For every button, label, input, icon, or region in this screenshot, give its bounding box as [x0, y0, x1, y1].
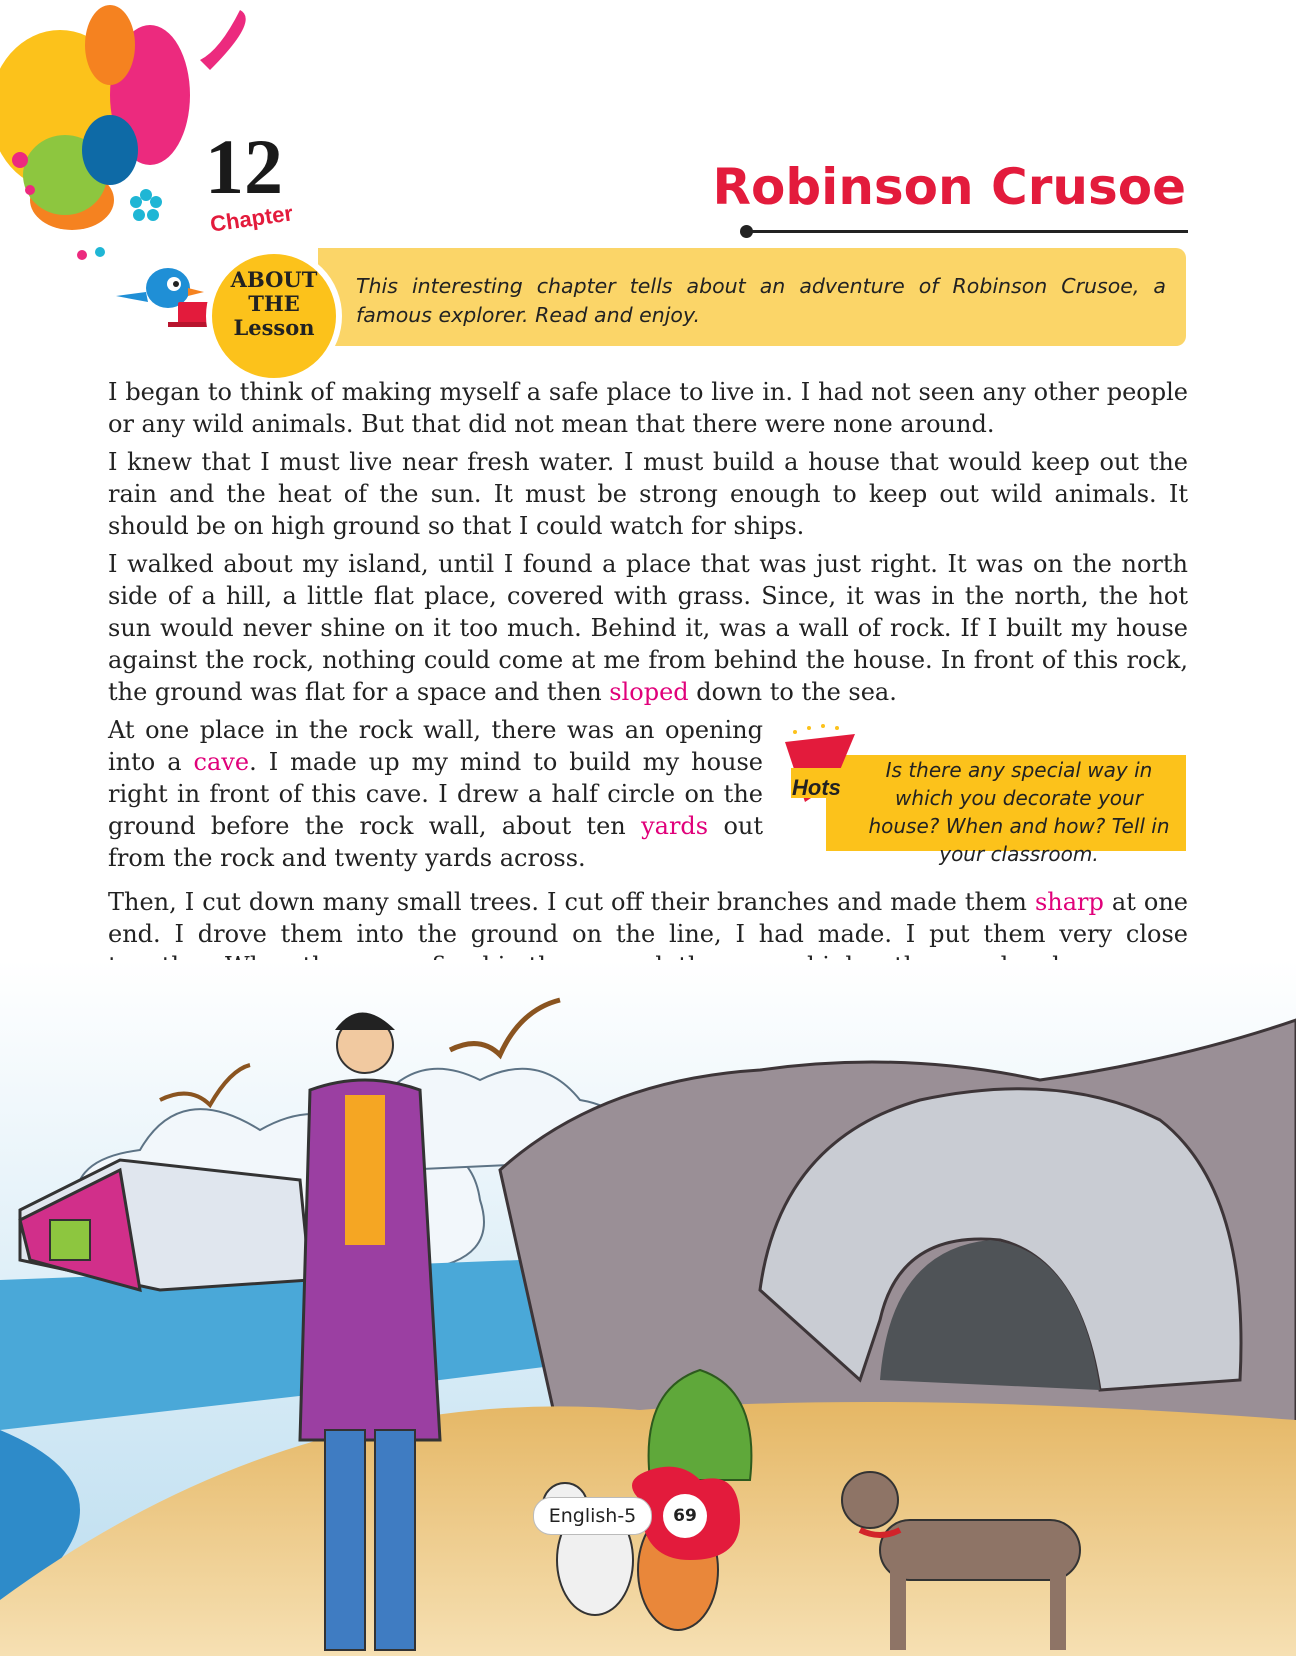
book-label: English-5 — [533, 1497, 652, 1535]
highlight-word: cave — [193, 748, 250, 776]
about-lesson-badge — [206, 248, 342, 384]
chapter-label: Chapter — [208, 200, 295, 237]
title-rule — [748, 230, 1188, 233]
highlight-word: sharp — [1034, 888, 1104, 916]
paragraph-3: I walked about my island, until I found a place that was just right. It was on the north side of a hill, a little flat place, covered with grass. Since, it was in the north, the hot sun would never shine on it too much. Behind it, was a wall of rock. If I built my house against the rock, nothing could come at me from behind the house. In front of this rock, the ground was flat for a space and then sloped down to the sea. — [108, 550, 1188, 706]
hots-text: Is there any special way in which you decorate your house? When and how? Tell in your classroom. — [868, 758, 1170, 866]
about-label-line: ABOUT — [230, 267, 318, 292]
highlight-word: sloped — [609, 678, 689, 706]
paragraph-4: At one place in the rock wall, there was an opening into a cave. I made up my mind to build my house right in front of this cave. I drew a half circle on the ground before the rock wall, about ten yards out from the rock and twenty yards across. — [108, 716, 764, 872]
illustration-scene — [0, 960, 1296, 1656]
paragraph-5: Then, I cut down many small trees. I cut off their branches and made them sharp at one end. I drove them into the ground on the line, I had made. I put them very close — [108, 888, 1188, 948]
chapter-number: 12 — [205, 123, 283, 210]
about-label-line: Lesson — [233, 315, 315, 340]
about-label-line: THE — [248, 291, 300, 316]
flower-icon — [130, 189, 162, 221]
paragraph-1: I began to think of making myself a safe place to live in. I had not seen any other people or any wild animals. But that did not mean that there were none around. — [108, 378, 1188, 438]
hots-label: Hots — [792, 775, 841, 800]
about-text: This interesting chapter tells about an adventure of Robinson Crusoe, a famous explorer. Read and enjoy. — [356, 274, 1166, 327]
highlight-word: yards — [641, 812, 709, 840]
paragraph-2: I knew that I must live near fresh water. I must build a house that would keep out the rain and the heat of the sun. It must be strong enough to keep out wild animals. It should be on high ground so that I could watch for ships. — [108, 448, 1188, 540]
page-number: 69 — [663, 1494, 707, 1538]
page-title: Robinson Crusoe — [712, 158, 1186, 216]
